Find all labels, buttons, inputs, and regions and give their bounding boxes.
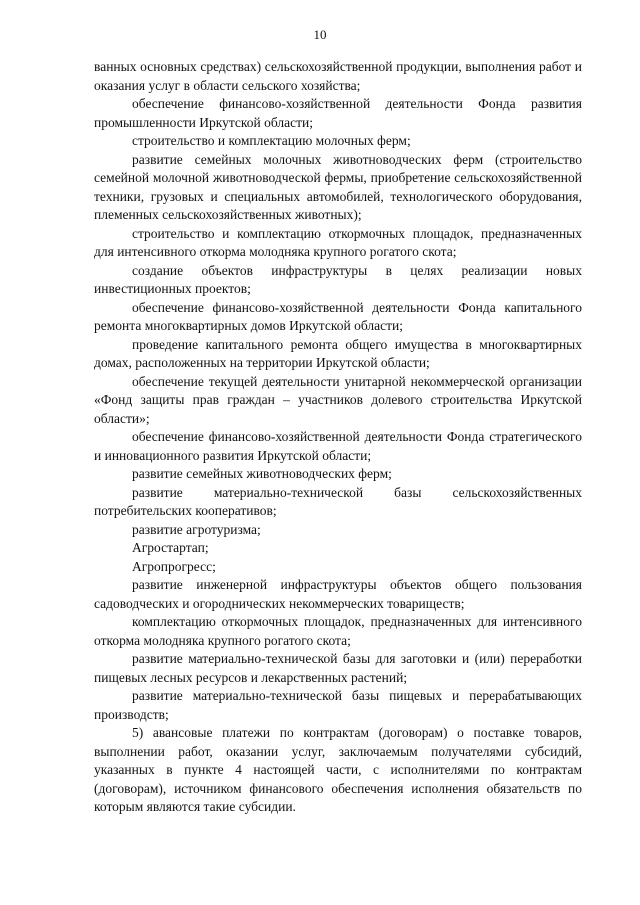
paragraph: обеспечение финансово-хозяйственной деятельности Фонда развития промышленности Иркутской области;: [94, 96, 582, 130]
paragraph: комплектацию откормочных площадок, предназначенных для интенсивного откорма молодняка крупного рогатого скота;: [94, 614, 582, 648]
paragraph: развитие семейных молочных животноводческих ферм (строительство семейной молочной животноводческой фермы, приобретение сельскохозяйственной техники, грузовых и специальных автомобилей, технологического оборудования, племенных сельскохозяйственных животных);: [94, 151, 582, 222]
paragraph: развитие семейных животноводческих ферм;: [132, 466, 392, 481]
paragraph: развитие материально-технической базы сельскохозяйственных потребительских кооперативов;: [94, 484, 582, 518]
paragraph: обеспечение финансово-хозяйственной деятельности Фонда стратегического и инновационного развития Иркутской области;: [94, 429, 582, 463]
paragraph: проведение капитального ремонта общего имущества в многоквартирных домах, расположенных на территории Иркутской области;: [94, 336, 582, 370]
paragraph: развитие материально-технической базы пищевых и перерабатывающих производств;: [94, 688, 582, 722]
page-number: 10: [313, 27, 327, 42]
paragraph: развитие материально-технической базы для заготовки и (или) переработки пищевых лесных ресурсов и лекарственных растений;: [94, 651, 582, 685]
paragraph: обеспечение текущей деятельности унитарной некоммерческой организации «Фонд защиты прав граждан – участников долевого строительства Иркутской области»;: [94, 373, 582, 426]
paragraph: развитие инженерной инфраструктуры объектов общего пользования садоводческих и огороднических некоммерческих товариществ;: [94, 577, 582, 611]
paragraph: Агростартап;: [132, 540, 209, 555]
paragraph: 5) авансовые платежи по контрактам (договорам) о поставке товаров, выполнении работ, оказании услуг, заключаемым получателями субсидий, указанных в пункте 4 настоящей части, с исполнителями по контрактам (договорам), источником финансового обеспечения исполнения обязательств по которым являются такие субсидии.: [94, 725, 582, 814]
paragraph: строительство и комплектацию откормочных площадок, предназначенных для интенсивного откорма молодняка крупного рогатого скота;: [94, 225, 582, 259]
paragraph: создание объектов инфраструктуры в целях реализации новых инвестиционных проектов;: [94, 262, 582, 296]
body-text: [94, 58, 582, 817]
paragraph: ванных основных средствах) сельскохозяйственной продукции, выполнения работ и оказания услуг в области сельского хозяйства;: [94, 59, 582, 93]
paragraph: строительство и комплектацию молочных ферм;: [132, 133, 411, 148]
paragraph: развитие агротуризма;: [132, 521, 261, 537]
paragraph: Агропрогресс;: [132, 558, 216, 574]
paragraph: обеспечение финансово-хозяйственной деятельности Фонда капитального ремонта многоквартирных домов Иркутской области;: [94, 299, 582, 333]
